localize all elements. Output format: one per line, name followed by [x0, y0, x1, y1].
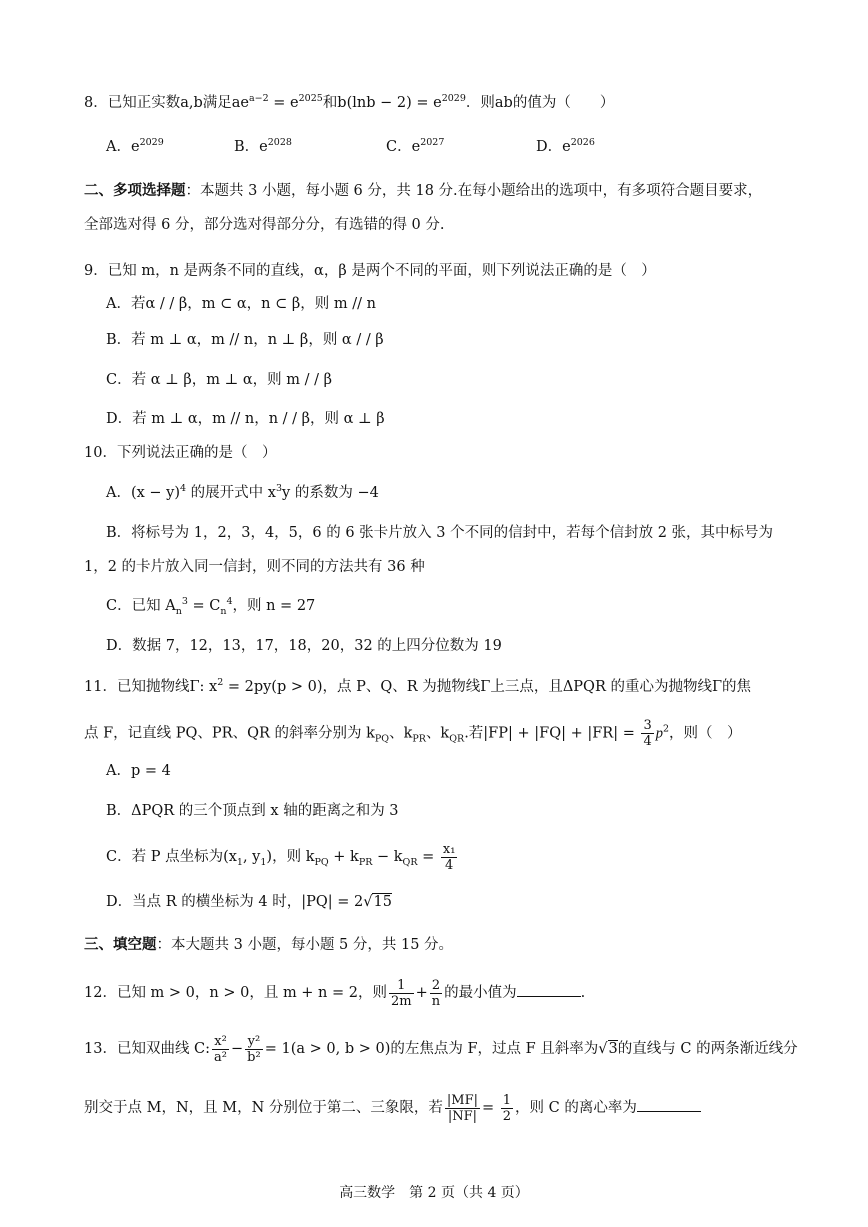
- q8-option-d: D．$e^{2026}$: [536, 137, 595, 155]
- section-2-text: ：本题共 3 小题，每小题 6 分，共 18 分.在每小题给出的选项中，有多项符合题目要求，: [185, 183, 763, 199]
- q10-option-b-line1: B．将标号为 1，2，3，4，5，6 的 6 张卡片放入 3 个不同的信封中，若每个信封放 2 张，其中标号为: [106, 525, 774, 541]
- fraction: $\frac{2}{n}$: [431, 977, 441, 1009]
- fraction: $\frac{1}{2}$: [502, 1092, 512, 1124]
- q8-text: = e: [268, 95, 299, 111]
- sqrt-sign: √: [598, 1041, 608, 1057]
- q8-sup: 2029: [441, 93, 466, 105]
- answer-blank[interactable]: [517, 982, 581, 997]
- question-8-stem: [84, 93, 808, 113]
- q10-option-a: A．$(x - y)^4$ 的展开式中 $x^3y$ 的系数为 −4: [106, 483, 379, 501]
- q8-sup: 2025: [298, 93, 323, 105]
- q9-option-d: D．若 m ⊥ α，m // n，n / / β，则 α ⊥ β: [106, 411, 385, 427]
- section-3-title: 三、填空题: [84, 936, 157, 953]
- q10-option-c: C．已知 $A_n^3 = C_n^4$，则 n = 27: [106, 596, 316, 617]
- q8-option-c: C．$e^{2027}$: [386, 137, 445, 155]
- answer-blank[interactable]: [637, 1097, 701, 1112]
- q8-text: 和b(lnb − 2) = e: [322, 95, 442, 111]
- q10-option-d: D．数据 7，12，13，17，18，20，32 的上四分位数为 19: [106, 638, 502, 654]
- fraction: $\frac{\text{x²}}{\text{a²}}$: [214, 1033, 228, 1065]
- q11-option-d: D．当点 R 的横坐标为 4 时，|PQ| = 2√15: [106, 894, 392, 910]
- section-3-header: [84, 935, 808, 955]
- q9-option-b: B．若 m ⊥ α，m // n，n ⊥ β，则 α / / β: [106, 332, 384, 348]
- q8-option-a: A．$e^{2029}$: [106, 137, 164, 155]
- question-10-stem: 10．下列说法正确的是（ ）: [84, 445, 277, 461]
- question-13-line2: 别交于点 M，N，且 M，N 分别位于第二、三象限，若 $\frac{|MF|}{|NF|}$ = $\frac{1}{2}$ ，则 C 的离心率为: [84, 1090, 808, 1126]
- q10-option-b-line2: 1，2 的卡片放入同一信封，则不同的方法共有 36 种: [84, 559, 425, 575]
- q8-option-b: B．$e^{2028}$: [234, 137, 292, 155]
- page-footer: 高三数学 第 2 页（共 4 页）: [339, 1185, 529, 1201]
- question-13-line1: 13．已知双曲线 C: $\frac{\text{x²}}{\text{a²}}$ − $\frac{\text{y²}}{\text{b²}}$ = 1(a > 0, b > 0)的左焦点为 F，过点 F 且斜率为√3的直线与 C 的两条渐近线分: [84, 1033, 798, 1065]
- q8-text: ．则ab的值为（ ）: [465, 95, 615, 111]
- fraction: $\frac{1}{2m}$: [391, 977, 412, 1009]
- section-2-header: [84, 181, 808, 201]
- q11-option-c: C．若 P 点坐标为($x_1$, $y_1$)，则 $k_{PQ} + k_{PR} - k_{QR}$ = $\frac{\text{x₁}}{4}$: [106, 841, 456, 873]
- fraction: $\frac{|MF|}{|NF|}$: [446, 1092, 478, 1124]
- question-11-stem-line2: 点 F，记直线 PQ、PR、QR 的斜率分别为 $k_{PQ}$、$k_{PR}$、$k_{QR}$.若|FP| + |FQ| + |FR| = $\frac{3}{4}$ $p^2$，则（ ）: [84, 718, 742, 749]
- q9-option-c: C．若 α ⊥ β，m ⊥ α，则 m / / β: [106, 372, 332, 388]
- question-8-options: [106, 137, 808, 159]
- q9-option-a: A．若α / / β，m ⊂ α，n ⊂ β，则 m // n: [106, 296, 376, 312]
- fraction: $\frac{3}{4}$: [643, 718, 652, 749]
- section-3-text: ：本大题共 3 小题，每小题 5 分，共 15 分。: [156, 937, 454, 953]
- sqrt-sign: √: [363, 894, 373, 910]
- fraction: $\frac{\text{x₁}}{4}$: [442, 841, 456, 873]
- q8-sup: a−2: [249, 93, 269, 105]
- q8-text: 8．已知正实数a,b满足ae: [84, 95, 249, 111]
- question-9-stem: 9．已知 m，n 是两条不同的直线，α，β 是两个不同的平面，则下列说法正确的是（ ）: [84, 263, 656, 279]
- question-11-stem-line1: 11．已知抛物线Γ: $x^2 = 2py(p > 0)$，点 P、Q、R 为抛物线Γ上三点，且ΔPQR 的重心为抛物线Γ的焦: [84, 677, 752, 695]
- q11-option-a: A．p = 4: [106, 763, 171, 779]
- fraction: $\frac{\text{y²}}{\text{b²}}$: [247, 1033, 261, 1065]
- section-2-title: 二、多项选择题: [84, 182, 186, 199]
- question-12: 12．已知 m > 0，n > 0，且 m + n = 2，则 $\frac{1}{2m}$ + $\frac{2}{n}$ 的最小值为 .: [84, 977, 586, 1009]
- q11-option-b: B．ΔPQR 的三个顶点到 x 轴的距离之和为 3: [106, 803, 399, 819]
- section-2-text-line2: 全部选对得 6 分，部分选对得部分分，有选错的得 0 分.: [84, 217, 445, 233]
